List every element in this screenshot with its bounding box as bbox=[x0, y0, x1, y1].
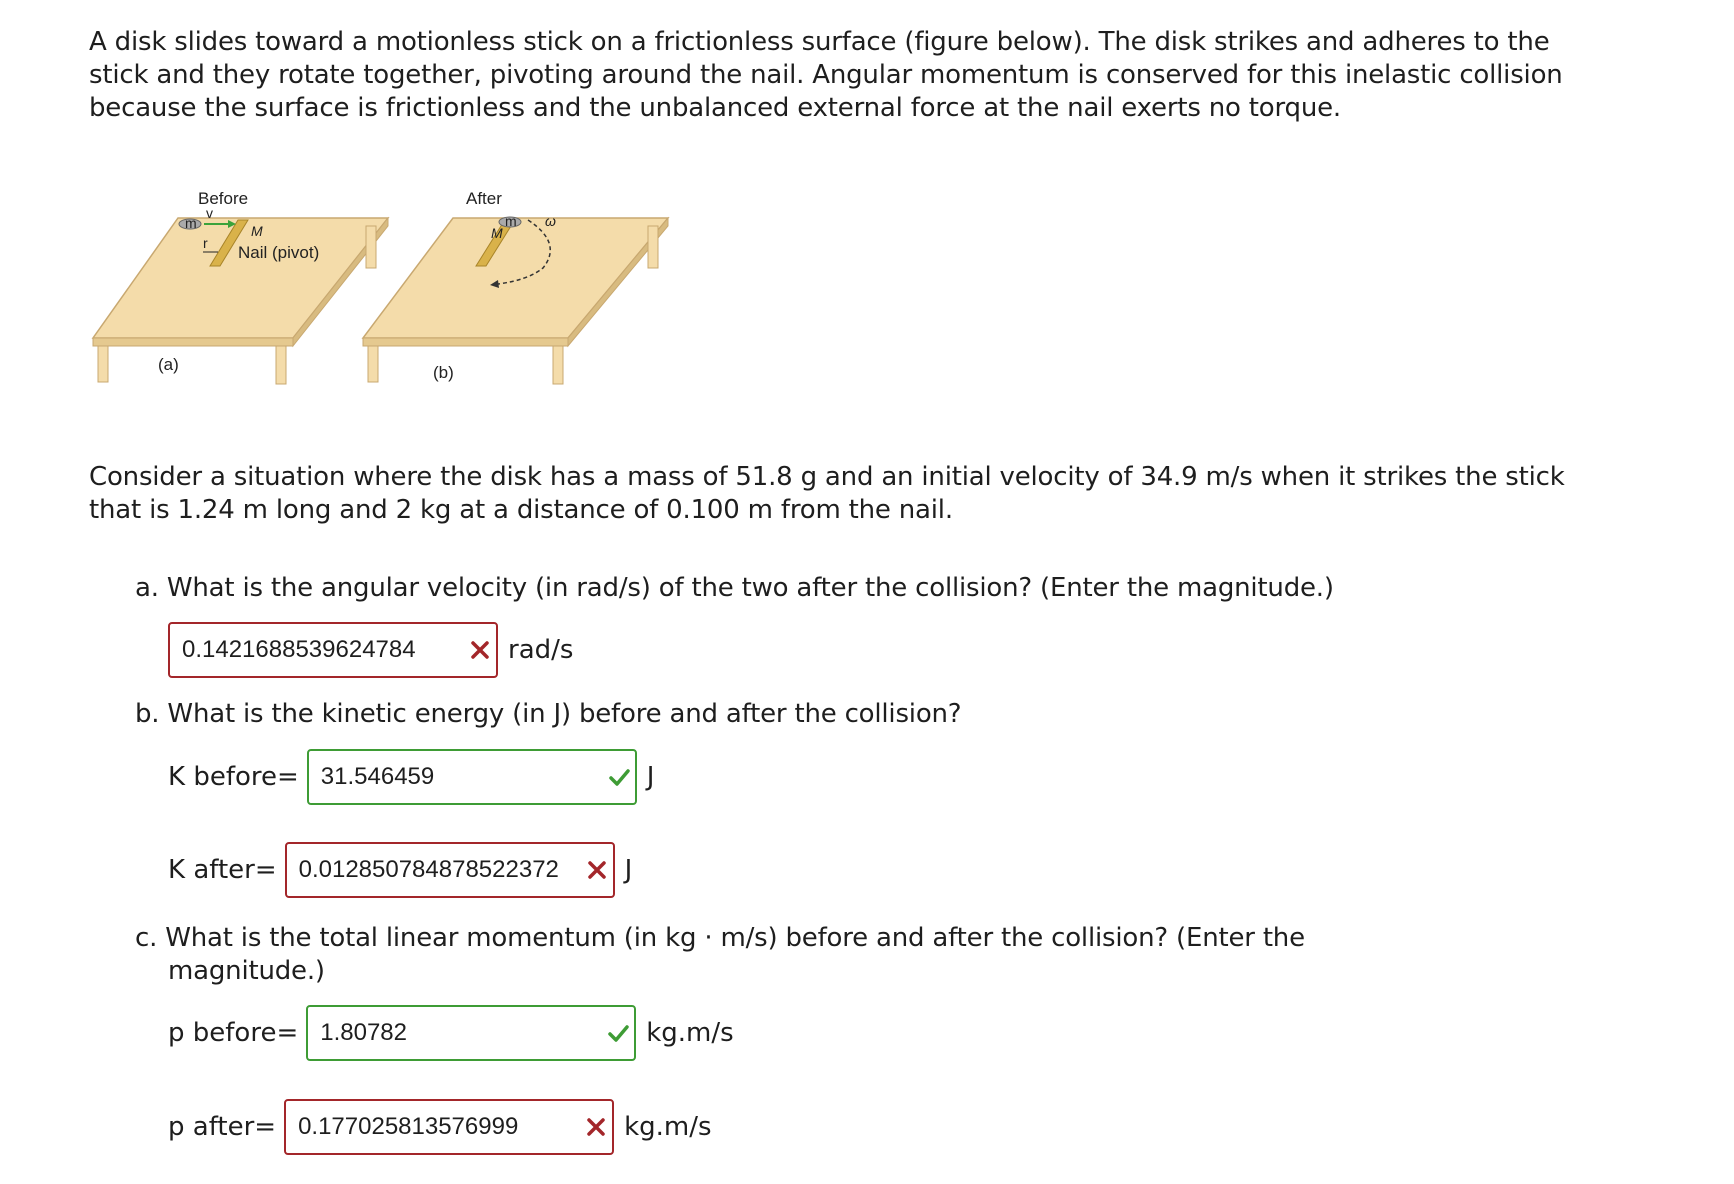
k-after-row bbox=[168, 840, 632, 900]
stick-after-mass-label: M bbox=[491, 225, 503, 241]
table-after bbox=[363, 189, 668, 384]
question-c-line1: c. What is the total linear momentum (in kg · m/s) before and after the collision? (Enter the bbox=[135, 923, 1305, 953]
p-before-field bbox=[306, 1005, 636, 1061]
table-before bbox=[93, 189, 388, 384]
stick-mass-label: M bbox=[251, 223, 263, 239]
k-before-input[interactable] bbox=[309, 751, 599, 803]
correct-icon bbox=[606, 1021, 630, 1045]
p-after-input[interactable] bbox=[286, 1101, 576, 1153]
problem-intro: A disk slides toward a motionless stick on a frictionless surface (figure below). The disk strikes and adheres to the stick and they rotate together, pivoting around the nail. Angular momentum is conserved for this inelastic collision because the surface is frictionless and the unbalanced external force at the nail exerts no torque. bbox=[89, 27, 1563, 123]
p-before-label: p before= bbox=[168, 1018, 299, 1048]
correct-icon bbox=[607, 765, 631, 789]
omega-label: ω bbox=[545, 213, 556, 229]
answer-a-row bbox=[168, 620, 573, 680]
k-after-input[interactable] bbox=[287, 844, 579, 896]
velocity-label: v bbox=[206, 205, 213, 221]
disk-label: m bbox=[185, 215, 197, 231]
disk-after-label: m bbox=[505, 213, 517, 229]
after-title: After bbox=[466, 189, 502, 208]
incorrect-icon bbox=[468, 638, 492, 662]
nail-label: Nail (pivot) bbox=[238, 243, 320, 262]
p-before-input[interactable] bbox=[308, 1007, 598, 1059]
k-after-unit: J bbox=[624, 855, 633, 885]
label-a: (a) bbox=[158, 355, 179, 374]
question-a: a. What is the angular velocity (in rad/s) of the two after the collision? (Enter the magnitude.) bbox=[135, 573, 1334, 603]
angular-velocity-unit: rad/s bbox=[508, 635, 574, 665]
p-before-unit: kg.m/s bbox=[646, 1018, 734, 1048]
incorrect-icon bbox=[584, 1115, 608, 1139]
p-after-field bbox=[284, 1099, 614, 1155]
k-before-label: K before= bbox=[168, 762, 299, 792]
p-after-unit: kg.m/s bbox=[624, 1112, 712, 1142]
k-before-field bbox=[307, 749, 637, 805]
p-after-row bbox=[168, 1097, 712, 1157]
k-after-field bbox=[285, 842, 615, 898]
incorrect-icon bbox=[585, 858, 609, 882]
before-title: Before bbox=[198, 189, 249, 208]
label-b: (b) bbox=[433, 363, 454, 382]
angular-velocity-input[interactable] bbox=[170, 624, 460, 676]
p-before-row bbox=[168, 1003, 734, 1063]
question-b: b. What is the kinetic energy (in J) before and after the collision? bbox=[135, 699, 962, 729]
angular-velocity-field bbox=[168, 622, 498, 678]
k-before-unit: J bbox=[646, 762, 655, 792]
problem-given: Consider a situation where the disk has a mass of 51.8 g and an initial velocity of 34.9 m/s when it strikes the stick that is 1.24 m long and 2 kg at a distance of 0.100 m from the nail. bbox=[89, 462, 1565, 525]
distance-label: r bbox=[203, 235, 208, 251]
k-after-label: K after= bbox=[168, 855, 277, 885]
problem-figure bbox=[88, 188, 708, 418]
p-after-label: p after= bbox=[168, 1112, 277, 1142]
k-before-row bbox=[168, 747, 654, 807]
question-c-line2: magnitude.) bbox=[168, 956, 325, 986]
